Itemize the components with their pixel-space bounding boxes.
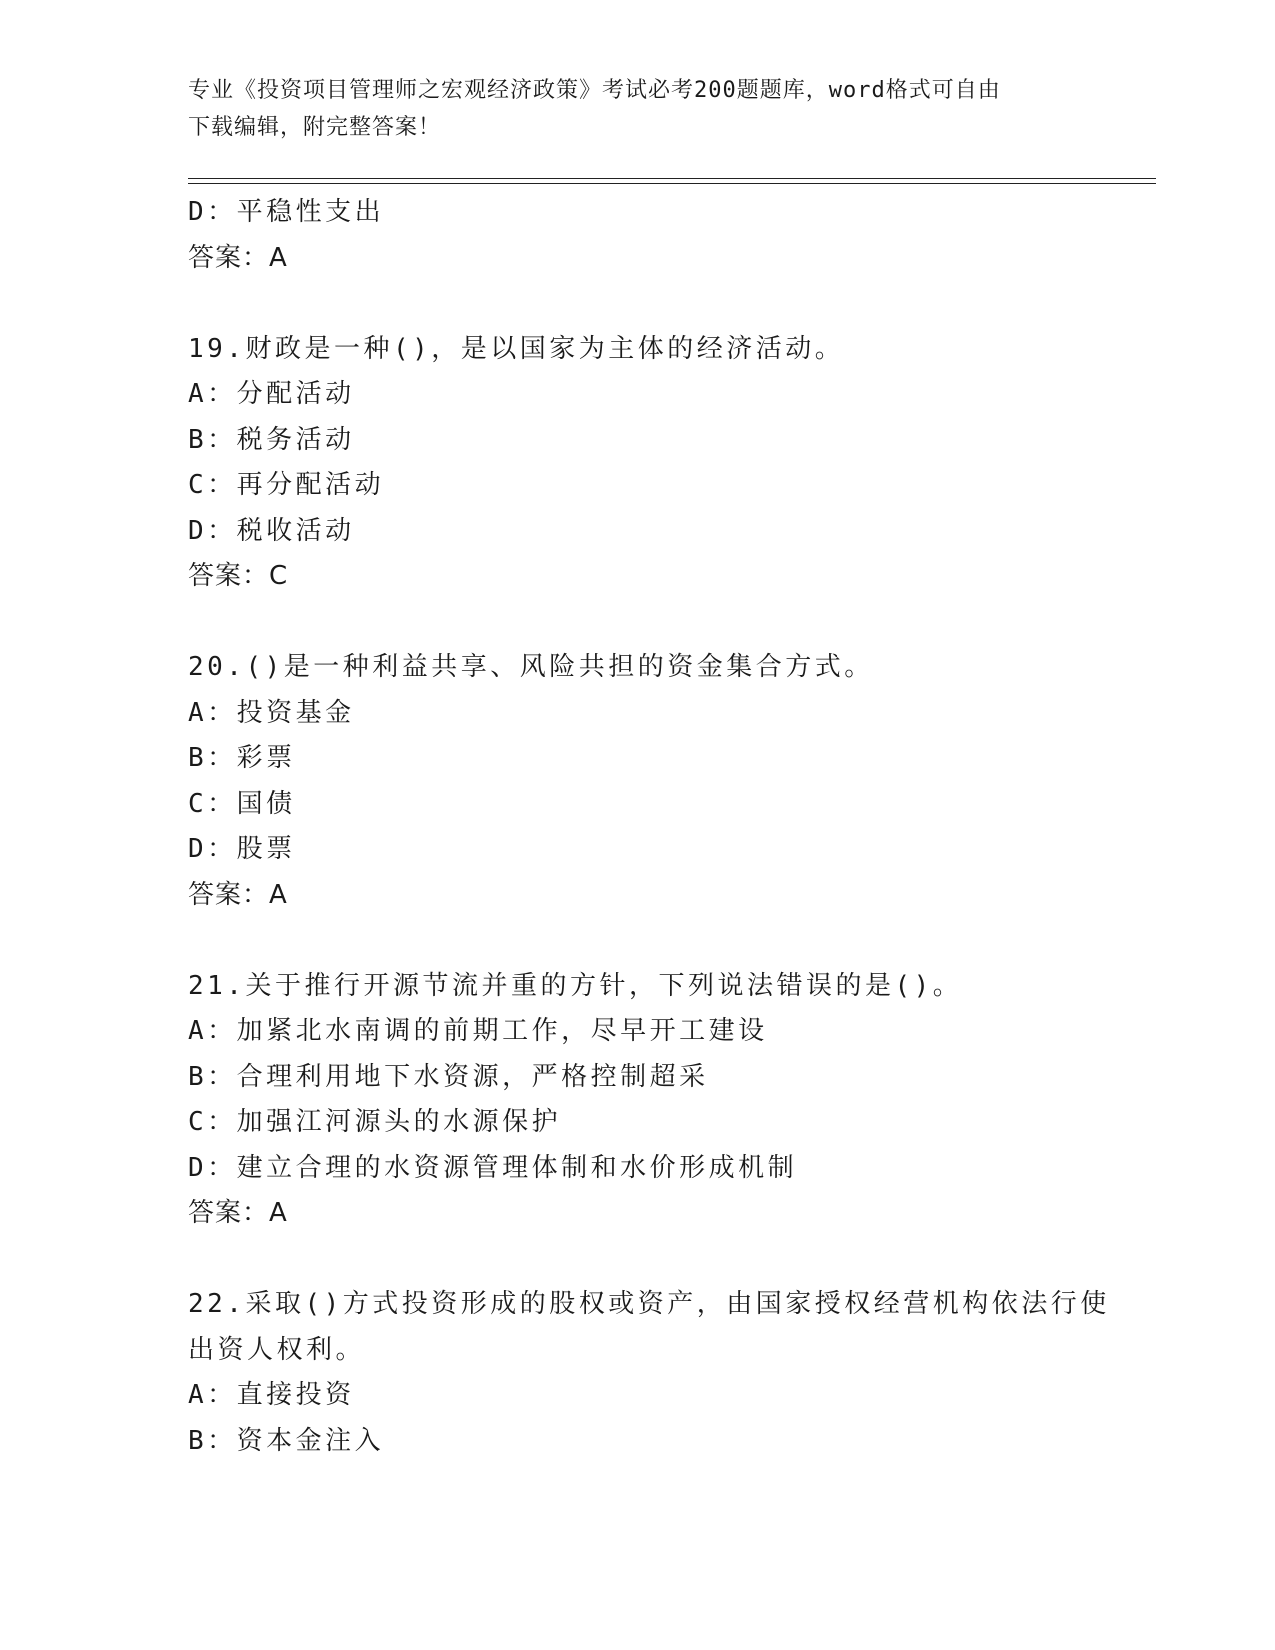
option-a: A：加紧北水南调的前期工作，尽早开工建设 (188, 1016, 768, 1046)
answer: 答案：A (188, 1198, 288, 1228)
question-stem: 19.财政是一种()，是以国家为主体的经济活动。 (188, 333, 845, 364)
header-divider-top (188, 178, 1156, 179)
option-c: C：再分配活动 (188, 470, 385, 500)
option-b: B：税务活动 (188, 424, 355, 455)
question-stem-line-1: 22.采取()方式投资形成的股权或资产，由国家授权经营机构依法行使 (188, 1289, 1110, 1319)
question-stem-line-2: 出资人权利。 (188, 1334, 366, 1365)
option-a: A：分配活动 (188, 379, 355, 409)
option-b: B：资本金注入 (188, 1425, 385, 1456)
answer: 答案：A (188, 879, 288, 910)
option-d: D：建立合理的水资源管理体制和水价形成机制 (188, 1152, 798, 1183)
question-19 (188, 327, 1118, 600)
option-d: D：税收活动 (188, 515, 355, 546)
option-b: B：彩票 (188, 743, 296, 773)
option-c: C：国债 (188, 788, 296, 819)
option-a: A：直接投资 (188, 1380, 355, 1410)
document-header (188, 72, 1088, 146)
header-divider-bottom (188, 183, 1156, 184)
question-21 (188, 964, 1118, 1237)
spacer (188, 600, 1118, 646)
spacer (188, 281, 1118, 327)
header-line-2: 下载编辑，附完整答案！ (188, 115, 442, 140)
option-d: D：股票 (188, 834, 296, 864)
prev-answer: 答案：A (188, 242, 288, 273)
option-a: A：投资基金 (188, 697, 355, 728)
question-content (188, 190, 1118, 1464)
question-20 (188, 645, 1118, 918)
question-stem: 20.()是一种利益共享、风险共担的资金集合方式。 (188, 652, 874, 682)
header-line-1: 专业《投资项目管理师之宏观经济政策》考试必考200题题库，word格式可自由 (188, 78, 1001, 103)
option-b: B：合理利用地下水资源，严格控制超采 (188, 1061, 709, 1092)
spacer (188, 1237, 1118, 1283)
question-22 (188, 1282, 1118, 1464)
option-c: C：加强江河源头的水源保护 (188, 1107, 562, 1137)
question-stem: 21.关于推行开源节流并重的方针，下列说法错误的是()。 (188, 970, 963, 1001)
answer: 答案：C (188, 561, 289, 591)
spacer (188, 918, 1118, 964)
prev-option-d: D：平稳性支出 (188, 197, 385, 227)
